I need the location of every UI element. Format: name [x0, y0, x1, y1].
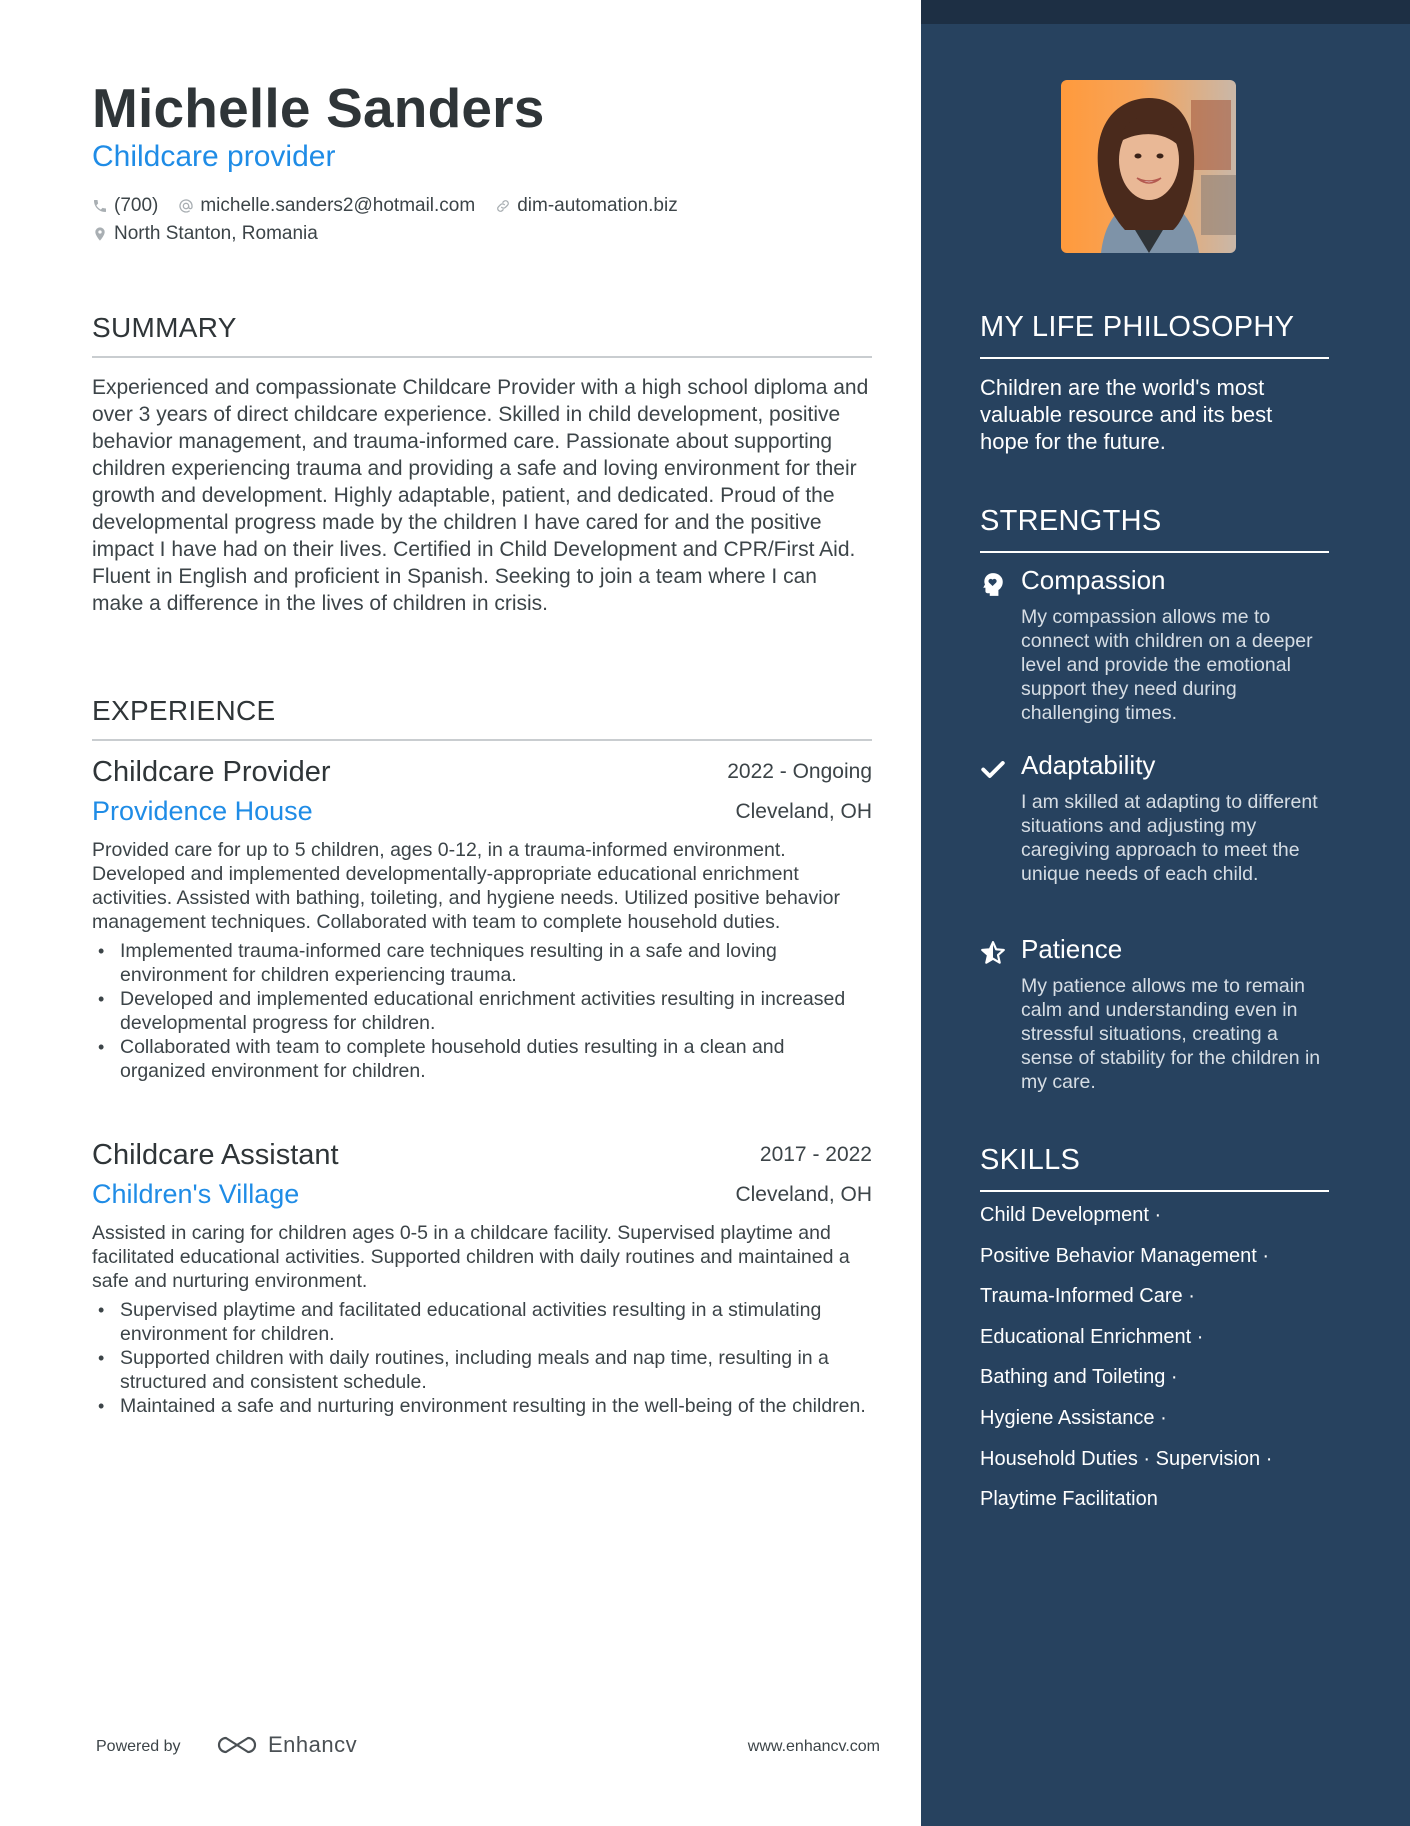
skill-item: Household Duties · Supervision ·	[980, 1447, 1273, 1470]
job-location: Cleveland, OH	[735, 800, 872, 823]
enhancv-logo[interactable]	[214, 1732, 357, 1758]
skill-item: Trauma-Informed Care ·	[980, 1285, 1195, 1308]
head-heart-icon	[980, 571, 1006, 597]
job-description: Provided care for up to 5 children, ages 0-12, in a trauma-informed environment. Developed and implemented developmentally-appropriate educational enrichment activities. Assisted with bathing, toileting, and hygiene needs. Utilized positive behavior management techniques. Collaborated with team to complete household duties.	[92, 839, 840, 933]
job-bullet-list	[92, 939, 872, 1083]
job-dates: 2022 - Ongoing	[727, 760, 872, 783]
contact-row-1	[92, 192, 698, 220]
footer	[96, 1732, 880, 1762]
philosophy-text: Children are the world's most valuable resource and its best hope for the future.	[980, 375, 1273, 454]
skills-list	[980, 1204, 1330, 1529]
job-bullet: • Supported children with daily routines, including meals and nap time, resulting in a structured and consistent schedule.	[92, 1346, 872, 1394]
phone-icon	[92, 198, 108, 214]
job-bullet: • Supervised playtime and facilitated educational activities resulting in a stimulating environment for children.	[92, 1298, 872, 1346]
job-entry-2	[92, 1139, 872, 1418]
job-location: Cleveland, OH	[735, 1183, 872, 1206]
skill-item: Positive Behavior Management ·	[980, 1244, 1270, 1267]
job-bullet-list	[92, 1298, 872, 1418]
experience-heading: EXPERIENCE	[92, 695, 872, 741]
skill-item: Child Development ·	[980, 1204, 1162, 1226]
link-icon	[495, 198, 511, 214]
email-contact[interactable]	[178, 195, 475, 217]
skills-heading: SKILLS	[980, 1144, 1329, 1192]
sidebar	[921, 0, 1410, 1826]
summary-heading: SUMMARY	[92, 312, 872, 358]
skill-item: Playtime Facilitation	[980, 1488, 1158, 1511]
phone-text: (700)	[114, 195, 159, 216]
job-title: Childcare Assistant	[92, 1139, 339, 1171]
contact-info	[92, 192, 698, 248]
skill-item: Hygiene Assistance ·	[980, 1406, 1167, 1429]
job-company: Children's Village	[92, 1179, 300, 1209]
footer-url[interactable]: www.enhancv.com	[747, 1738, 880, 1755]
job-dates: 2017 - 2022	[759, 1143, 872, 1166]
location-text: North Stanton, Romania	[114, 223, 318, 244]
sidebar-top-bar	[921, 0, 1410, 24]
enhancv-brand: Enhancv	[268, 1732, 358, 1757]
location-contact	[92, 223, 318, 245]
skill-item: Educational Enrichment ·	[980, 1325, 1204, 1348]
strengths-heading: STRENGTHS	[980, 505, 1329, 553]
star-half-icon	[980, 940, 1006, 966]
strength-title: Compassion	[1021, 565, 1166, 595]
phone-contact[interactable]	[92, 195, 158, 217]
candidate-name: Michelle Sanders	[92, 77, 545, 139]
strength-title: Adaptability	[1021, 750, 1156, 780]
check-icon	[980, 756, 1006, 782]
philosophy-heading: MY LIFE PHILOSOPHY	[980, 311, 1329, 359]
strength-description: I am skilled at adapting to different situations and adjusting my caregiving approach to meet the unique needs of each child.	[1021, 791, 1318, 885]
job-description: Assisted in caring for children ages 0-5 in a childcare facility. Supervised playtime and facilitated educational activities. Supported children with daily routines and maintained a safe and nurturing environment.	[92, 1222, 850, 1292]
location-pin-icon	[92, 226, 108, 242]
strength-title: Patience	[1021, 934, 1123, 964]
job-bullet: • Developed and implemented educational enrichment activities resulting in increased developmental progress for children.	[92, 987, 872, 1035]
enhancv-logo-icon	[214, 1734, 260, 1756]
powered-by-label: Powered by	[96, 1738, 181, 1755]
job-bullet: • Implemented trauma-informed care techniques resulting in a safe and loving environment for children experiencing trauma.	[92, 939, 872, 987]
website-text: dim-automation.biz	[517, 195, 678, 216]
strength-description: My compassion allows me to connect with children on a deeper level and provide the emotional support they need during challenging times.	[1021, 606, 1313, 724]
candidate-role: Childcare provider	[92, 140, 336, 173]
website-contact[interactable]	[495, 195, 678, 217]
at-icon	[178, 198, 194, 214]
skill-item: Bathing and Toileting ·	[980, 1366, 1178, 1389]
job-title: Childcare Provider	[92, 756, 331, 788]
job-bullet: • Maintained a safe and nurturing environment resulting in the well-being of the children.	[92, 1394, 872, 1418]
job-company: Providence House	[92, 796, 313, 826]
strength-description: My patience allows me to remain calm and understanding even in stressful situations, creating a sense of stability for the children in my care.	[1021, 975, 1321, 1093]
profile-photo	[1061, 80, 1236, 253]
contact-row-2	[92, 220, 698, 248]
job-bullet: • Collaborated with team to complete household duties resulting in a clean and organized environment for children.	[92, 1035, 872, 1083]
email-text: michelle.sanders2@hotmail.com	[200, 195, 476, 216]
summary-text: Experienced and compassionate Childcare Provider with a high school diploma and over 3 years of direct childcare experience. Skilled in child development, positive behavior management, and trauma-informed care. Passionate about supporting children experiencing trauma and providing a safe and loving environment for their growth and development. Highly adaptable, patient, and dedicated. Proud of the developmental progress made by the children I have cared for and the positive impact I have had on their lives. Certified in Child Development and CPR/First Aid. Fluent in English and proficient in Spanish. Seeking to join a team where I can make a difference in the lives of children in crisis.	[92, 376, 869, 615]
job-entry-1	[92, 756, 872, 1083]
